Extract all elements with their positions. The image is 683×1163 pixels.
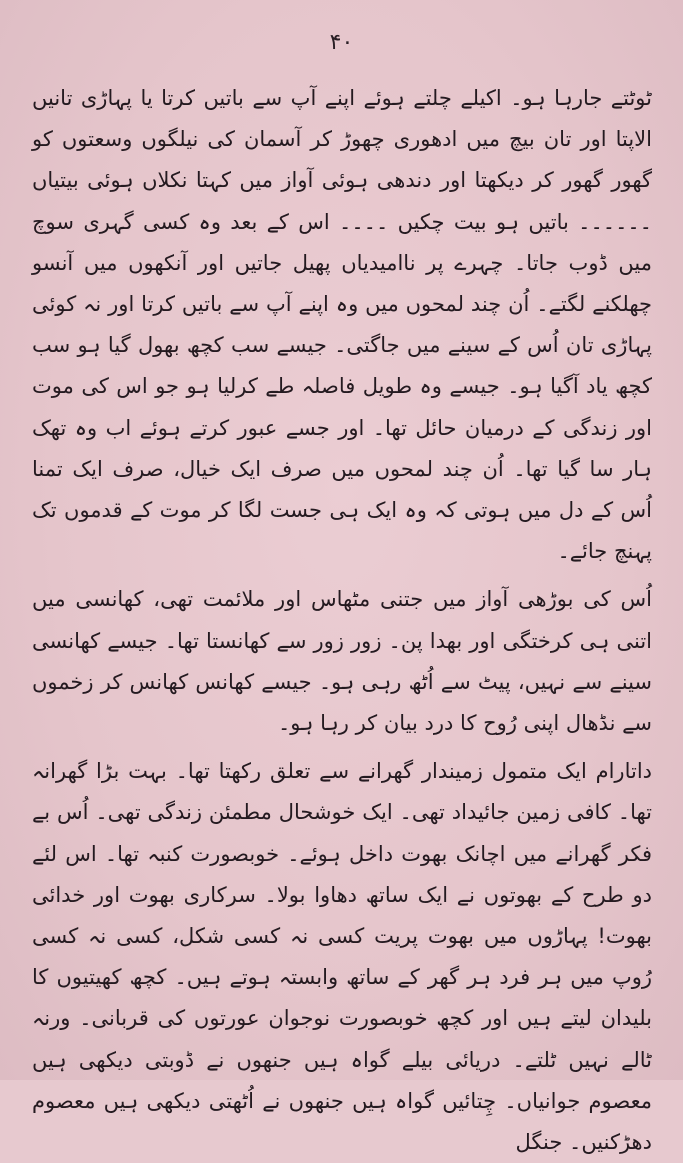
paragraph-3: داتارام ایک متمول زمیندار گھرانے سے تعلق رکھتا تھا۔ بہت بڑا گھرانہ تھا۔ کافی زمین جائیداد تھی۔ ایک خوشحال مطمئن زندگی تھی۔ اُس بے فکر گھرانے میں اچانک بھوت داخل ہوئے۔ خوبصورت کنبہ تھا۔ اس لئے دو طرح کے بھوتوں نے ایک ساتھ دھاوا بولا۔ سرکاری بھوت اور خدائی بھوت! پہاڑوں میں بھوت پریت کسی نہ کسی شکل، کسی نہ کسی رُوپ میں ہر فرد ہر گھر کے ساتھ وابستہ ہوتے ہیں۔ کچھ کھیتیوں کا بلیدان لیتے ہیں اور کچھ خوبصورت نوجوان عورتوں کی قربانی۔ ورنہ ٹالے نہیں ٹلتے۔ دریائی بیلے گواہ ہیں جنھوں نے ڈوبتی دیکھی ہیں معصوم جوانیاں۔ چِتائیں گواہ ہیں جنھوں نے اُٹھتی دیکھی ہیں معصوم دھڑکنیں۔ جنگل (32, 759, 652, 1155)
paragraph-2: اُس کی بوڑھی آواز میں جتنی مٹھاس اور ملائمت تھی، کھانسی میں اتنی ہی کرختگی اور بھدا پن۔ زور زور سے کھانستا تھا۔ جیسے کھانسی سینے سے نہیں، پیٹ سے اُٹھ رہی ہو۔ جیسے کھانس کھانس کر زخموں سے نڈھال اپنی رُوح کا درد بیان کر رہا ہو۔ (32, 587, 652, 736)
body-text (32, 78, 652, 1163)
paragraph-1: ٹوٹتے جارہا ہو۔ اکیلے چلتے ہوئے اپنے آپ سے باتیں کرتا یا پہاڑی تانیں الاپتا اور تان بیچ میں ادھوری چھوڑ کر آسمان کی نیلگوں وسعتوں کو گھور گھور کر دیکھتا اور دندھی ہوئی آواز میں کہتا نکلاں ہوئی بیتیاں ۔۔۔۔۔۔ باتیں ہو بیت چکیں ۔۔۔۔ اس کے بعد وہ کسی گہری سوچ میں ڈوب جاتا۔ چہرے پر ناامیدیاں پھیل جاتیں اور آنکھوں میں آنسو چھلکنے لگتے۔ اُن چند لمحوں میں وہ اپنے آپ سے باتیں کرتا اور نہ کوئی پہاڑی تان اُس کے سینے میں جاگتی۔ جیسے سب کچھ بھول گیا ہو سب کچھ یاد آگیا ہو۔ جیسے وہ طویل فاصلہ طے کرلیا ہو جو اس کی موت اور زندگی کے درمیان حائل تھا۔ اور جسے عبور کرتے ہوئے اب وہ تھک ہار سا گیا تھا۔ اُن چند لمحوں میں صرف ایک خیال، صرف ایک تمنا اُس کے دل میں ہوتی کہ وہ ایک ہی جست لگا کر موت کے قدموں تک پہنچ جائے۔ (32, 86, 652, 564)
page-number: ۴۰ (329, 30, 354, 55)
